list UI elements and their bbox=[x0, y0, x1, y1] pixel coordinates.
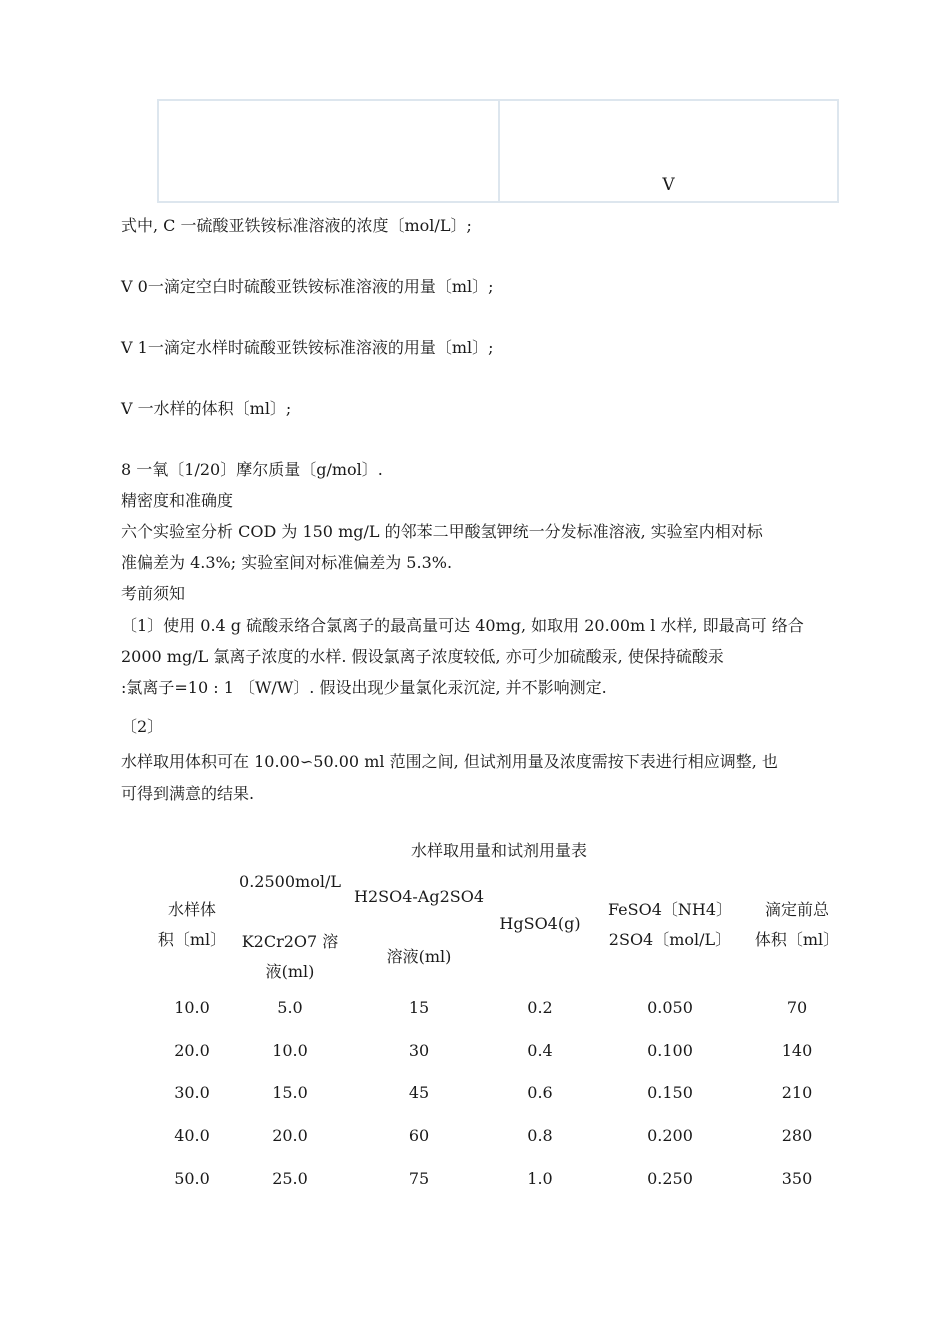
table-cell: 140 bbox=[781, 1041, 813, 1060]
text-line: 考前须知 bbox=[121, 584, 186, 603]
text-line: :氯离子=10 : 1 〔W/W〕. 假设出现少量氯化汞沉淀, 并不影响测定. bbox=[121, 678, 607, 697]
table-cell: 20.0 bbox=[174, 1041, 210, 1060]
text-line: 2000 mg/L 氯离子浓度的水样. 假设氯离子浓度较低, 亦可少加硫酸汞, 使保持硫酸汞 bbox=[121, 647, 724, 666]
table-cell: 50.0 bbox=[174, 1169, 210, 1188]
table-cell: 5.0 bbox=[277, 998, 303, 1017]
table-header-cell: FeSO4〔NH4〕 2SO4〔mol/L〕 bbox=[607, 900, 733, 949]
table-cell: 15.0 bbox=[272, 1083, 308, 1102]
table-header-cell: H2SO4-Ag2SO4 溶液(ml) bbox=[353, 887, 485, 966]
table-cell: 0.050 bbox=[647, 998, 693, 1017]
table-cell: 0.2 bbox=[527, 998, 553, 1017]
table-cell: 10.0 bbox=[174, 998, 210, 1017]
table-cell: 30 bbox=[408, 1041, 430, 1060]
table-cell: 15 bbox=[408, 998, 430, 1017]
table-cell: 280 bbox=[781, 1126, 813, 1145]
table-cell: 350 bbox=[781, 1169, 813, 1188]
table-header-cell: 0.2500mol/L K2Cr2O7 溶 液(ml) bbox=[239, 872, 341, 981]
table-header-cell: 滴定前总 体积〔ml〕 bbox=[754, 900, 840, 949]
table-cell: 70 bbox=[786, 998, 808, 1017]
table-title: 水样取用量和试剂用量表 bbox=[410, 841, 587, 860]
table-cell: 0.150 bbox=[647, 1083, 693, 1102]
text-line: 8 一氧〔1/20〕摩尔质量〔g/mol〕. bbox=[121, 460, 383, 479]
table-cell: 75 bbox=[408, 1169, 430, 1188]
text-line: 准偏差为 4.3%; 实验室间对标准偏差为 5.3%. bbox=[121, 553, 453, 572]
table-cell: 20.0 bbox=[272, 1126, 308, 1145]
table-cell: 10.0 bbox=[272, 1041, 308, 1060]
table-cell: 60 bbox=[408, 1126, 430, 1145]
text-line: V 一水样的体积〔ml〕; bbox=[121, 399, 292, 418]
text-line: 可得到满意的结果. bbox=[121, 784, 255, 803]
text-line: V 1一滴定水样时硫酸亚铁铵标准溶液的用量〔ml〕; bbox=[121, 338, 494, 357]
text-line: 六个实验室分析 COD 为 150 mg/L 的邻苯二甲酸氢钾统一分发标准溶液, 实验室内相对标 bbox=[121, 522, 763, 541]
text-line: V 0一滴定空白时硫酸亚铁铵标准溶液的用量〔ml〕; bbox=[121, 277, 494, 296]
table-cell: 30.0 bbox=[174, 1083, 210, 1102]
table-cell: 0.200 bbox=[647, 1126, 693, 1145]
text-line: 〔1〕使用 0.4 g 硫酸汞络合氯离子的最高量可达 40mg, 如取用 20.00m l 水样, 即最高可 络合 bbox=[121, 616, 804, 635]
table-cell: 45 bbox=[408, 1083, 430, 1102]
table-cell: 0.4 bbox=[527, 1041, 553, 1060]
table-cell: 40.0 bbox=[174, 1126, 210, 1145]
text-line: 水样取用体积可在 10.00∽50.00 ml 范围之间, 但试剂用量及浓度需按下表进行相应调整, 也 bbox=[121, 752, 778, 771]
table-cell: 0.250 bbox=[647, 1169, 693, 1188]
text-line: 精密度和准确度 bbox=[121, 491, 234, 510]
formula-box-right bbox=[498, 99, 839, 203]
text-line: 〔2〕 bbox=[121, 717, 164, 736]
table-cell: 0.6 bbox=[527, 1083, 553, 1102]
table-header-cell: HgSO4(g) bbox=[499, 914, 581, 933]
table-header-cell: 水样体 积〔ml〕 bbox=[157, 900, 227, 949]
table-cell: 0.8 bbox=[527, 1126, 553, 1145]
formula-box-left bbox=[157, 99, 500, 203]
table-cell: 1.0 bbox=[527, 1169, 553, 1188]
formula-denominator: V bbox=[662, 175, 675, 195]
table-cell: 210 bbox=[781, 1083, 813, 1102]
table-cell: 0.100 bbox=[647, 1041, 693, 1060]
text-line: 式中, C 一硫酸亚铁铵标准溶液的浓度〔mol/L〕; bbox=[121, 216, 472, 235]
table-cell: 25.0 bbox=[272, 1169, 308, 1188]
